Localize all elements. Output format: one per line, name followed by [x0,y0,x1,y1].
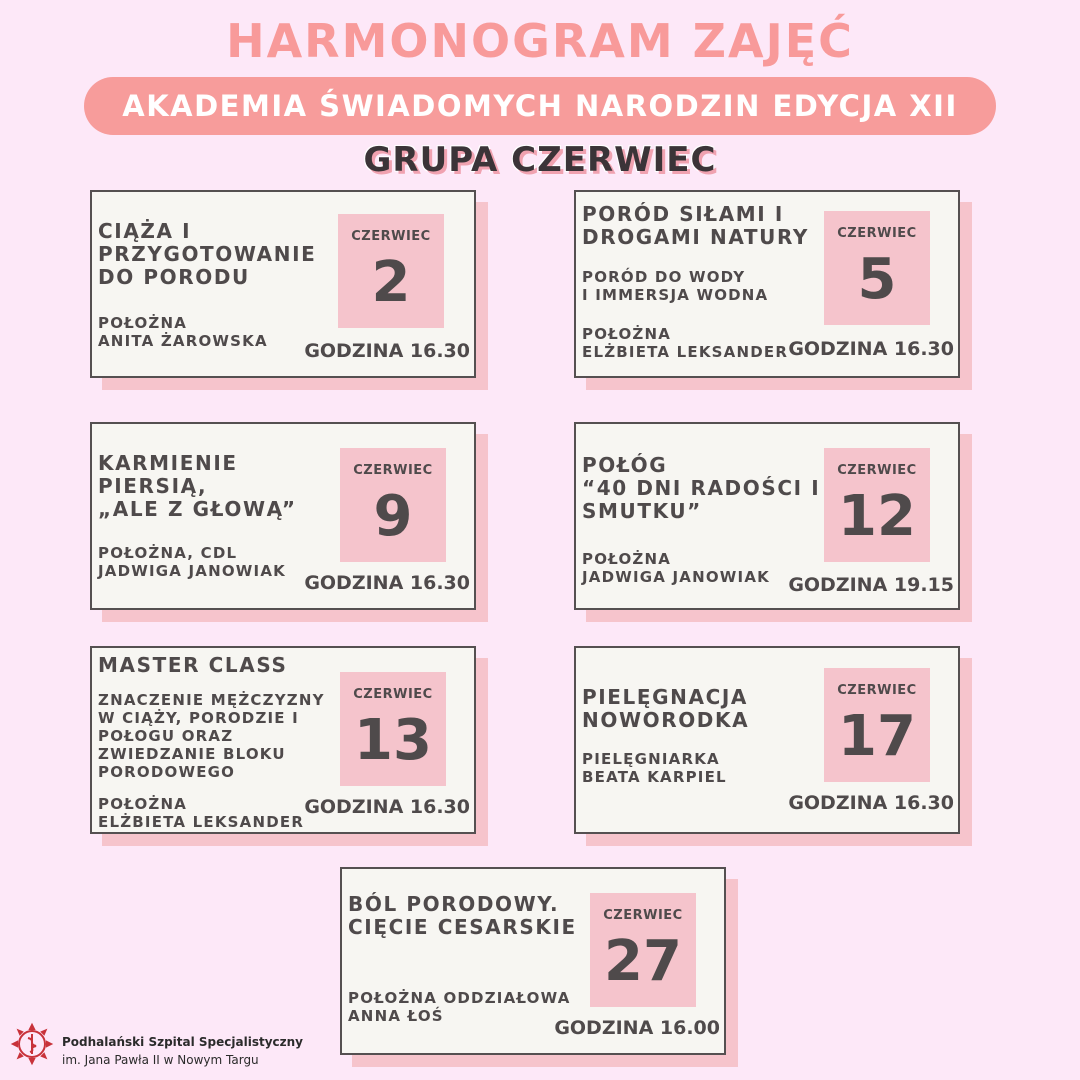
date-month: CZERWIEC [353,687,433,702]
session-title: KARMIENIE PIERSIĄ, „ALE Z GŁOWĄ” [98,451,297,521]
session-person: POŁOŻNA, CDL JADWIGA JANOWIAK [98,544,286,580]
date-month: CZERWIEC [837,226,917,241]
session-time: GODZINA 16.30 [304,796,470,818]
session-time: GODZINA 16.30 [304,572,470,594]
session-title: POŁÓG “40 DNI RADOŚCI I SMUTKU” [582,453,821,523]
card-body [90,422,476,610]
date-month: CZERWIEC [603,908,683,923]
date-day: 5 [857,247,897,312]
date-day: 17 [838,704,916,769]
date-month: CZERWIEC [837,463,917,478]
card-body [574,190,960,378]
date-box [824,211,930,325]
session-title: PIELĘGNACJA NOWORODKA [582,685,750,732]
date-day: 9 [373,484,413,549]
hospital-name: Podhalański Szpital Specjalistyczny [62,1035,303,1049]
subtitle-text: AKADEMIA ŚWIADOMYCH NARODZIN EDYCJA XII [122,89,958,123]
session-person: POŁOŻNA ANITA ŻAROWSKA [98,314,268,350]
card-body [90,646,476,834]
session-subtitle: ZNACZENIE MĘŻCZYZNY W CIĄŻY, PORODZIE I POŁOGU ORAZ ZWIEDZANIE BLOKU PORODOWEGO [98,691,325,781]
session-card [90,190,476,378]
date-box [824,448,930,562]
group-title: GRUPA CZERWIEC [363,140,717,180]
session-person: PIELĘGNIARKA BEATA KARPIEL [582,750,727,786]
date-box [824,668,930,782]
hospital-logo-icon [8,1020,56,1068]
session-person: POŁOŻNA JADWIGA JANOWIAK [582,550,770,586]
subtitle-banner [84,77,996,135]
session-person: POŁOŻNA ELŻBIETA LEKSANDER [98,795,305,831]
session-title: MASTER CLASS [98,653,288,677]
card-body [574,646,960,834]
session-person: POŁOŻNA ODDZIAŁOWA ANNA ŁOŚ [348,989,571,1025]
session-time: GODZINA 16.30 [304,340,470,362]
session-time: GODZINA 16.30 [788,338,954,360]
session-title: BÓL PORODOWY. CIĘCIE CESARSKIE [348,892,577,939]
date-box [340,672,446,786]
date-box [338,214,444,328]
page-title: HARMONOGRAM ZAJĘĆ [226,14,854,68]
session-time: GODZINA 19.15 [788,574,954,596]
session-card [574,190,960,378]
date-day: 13 [354,708,432,773]
session-title: CIĄŻA I PRZYGOTOWANIE DO PORODU [98,219,317,289]
session-card [574,646,960,834]
session-person: POŁOŻNA ELŻBIETA LEKSANDER [582,325,789,361]
session-time: GODZINA 16.00 [554,1017,720,1039]
date-month: CZERWIEC [837,683,917,698]
date-day: 27 [604,929,682,994]
session-card [574,422,960,610]
date-month: CZERWIEC [351,229,431,244]
card-body [574,422,960,610]
session-time: GODZINA 16.30 [788,792,954,814]
date-month: CZERWIEC [353,463,433,478]
session-card [90,422,476,610]
date-day: 12 [838,484,916,549]
hospital-location: im. Jana Pawła II w Nowym Targu [62,1053,259,1067]
date-box [340,448,446,562]
session-title: PORÓD SIŁAMI I DROGAMI NATURY [582,202,809,249]
card-body [90,190,476,378]
footer-text [62,1033,303,1069]
date-day: 2 [371,250,411,315]
session-card [340,867,726,1055]
date-box [590,893,696,1007]
session-subtitle: PORÓD DO WODY I IMMERSJA WODNA [582,268,769,304]
session-card [90,646,476,834]
card-body [340,867,726,1055]
